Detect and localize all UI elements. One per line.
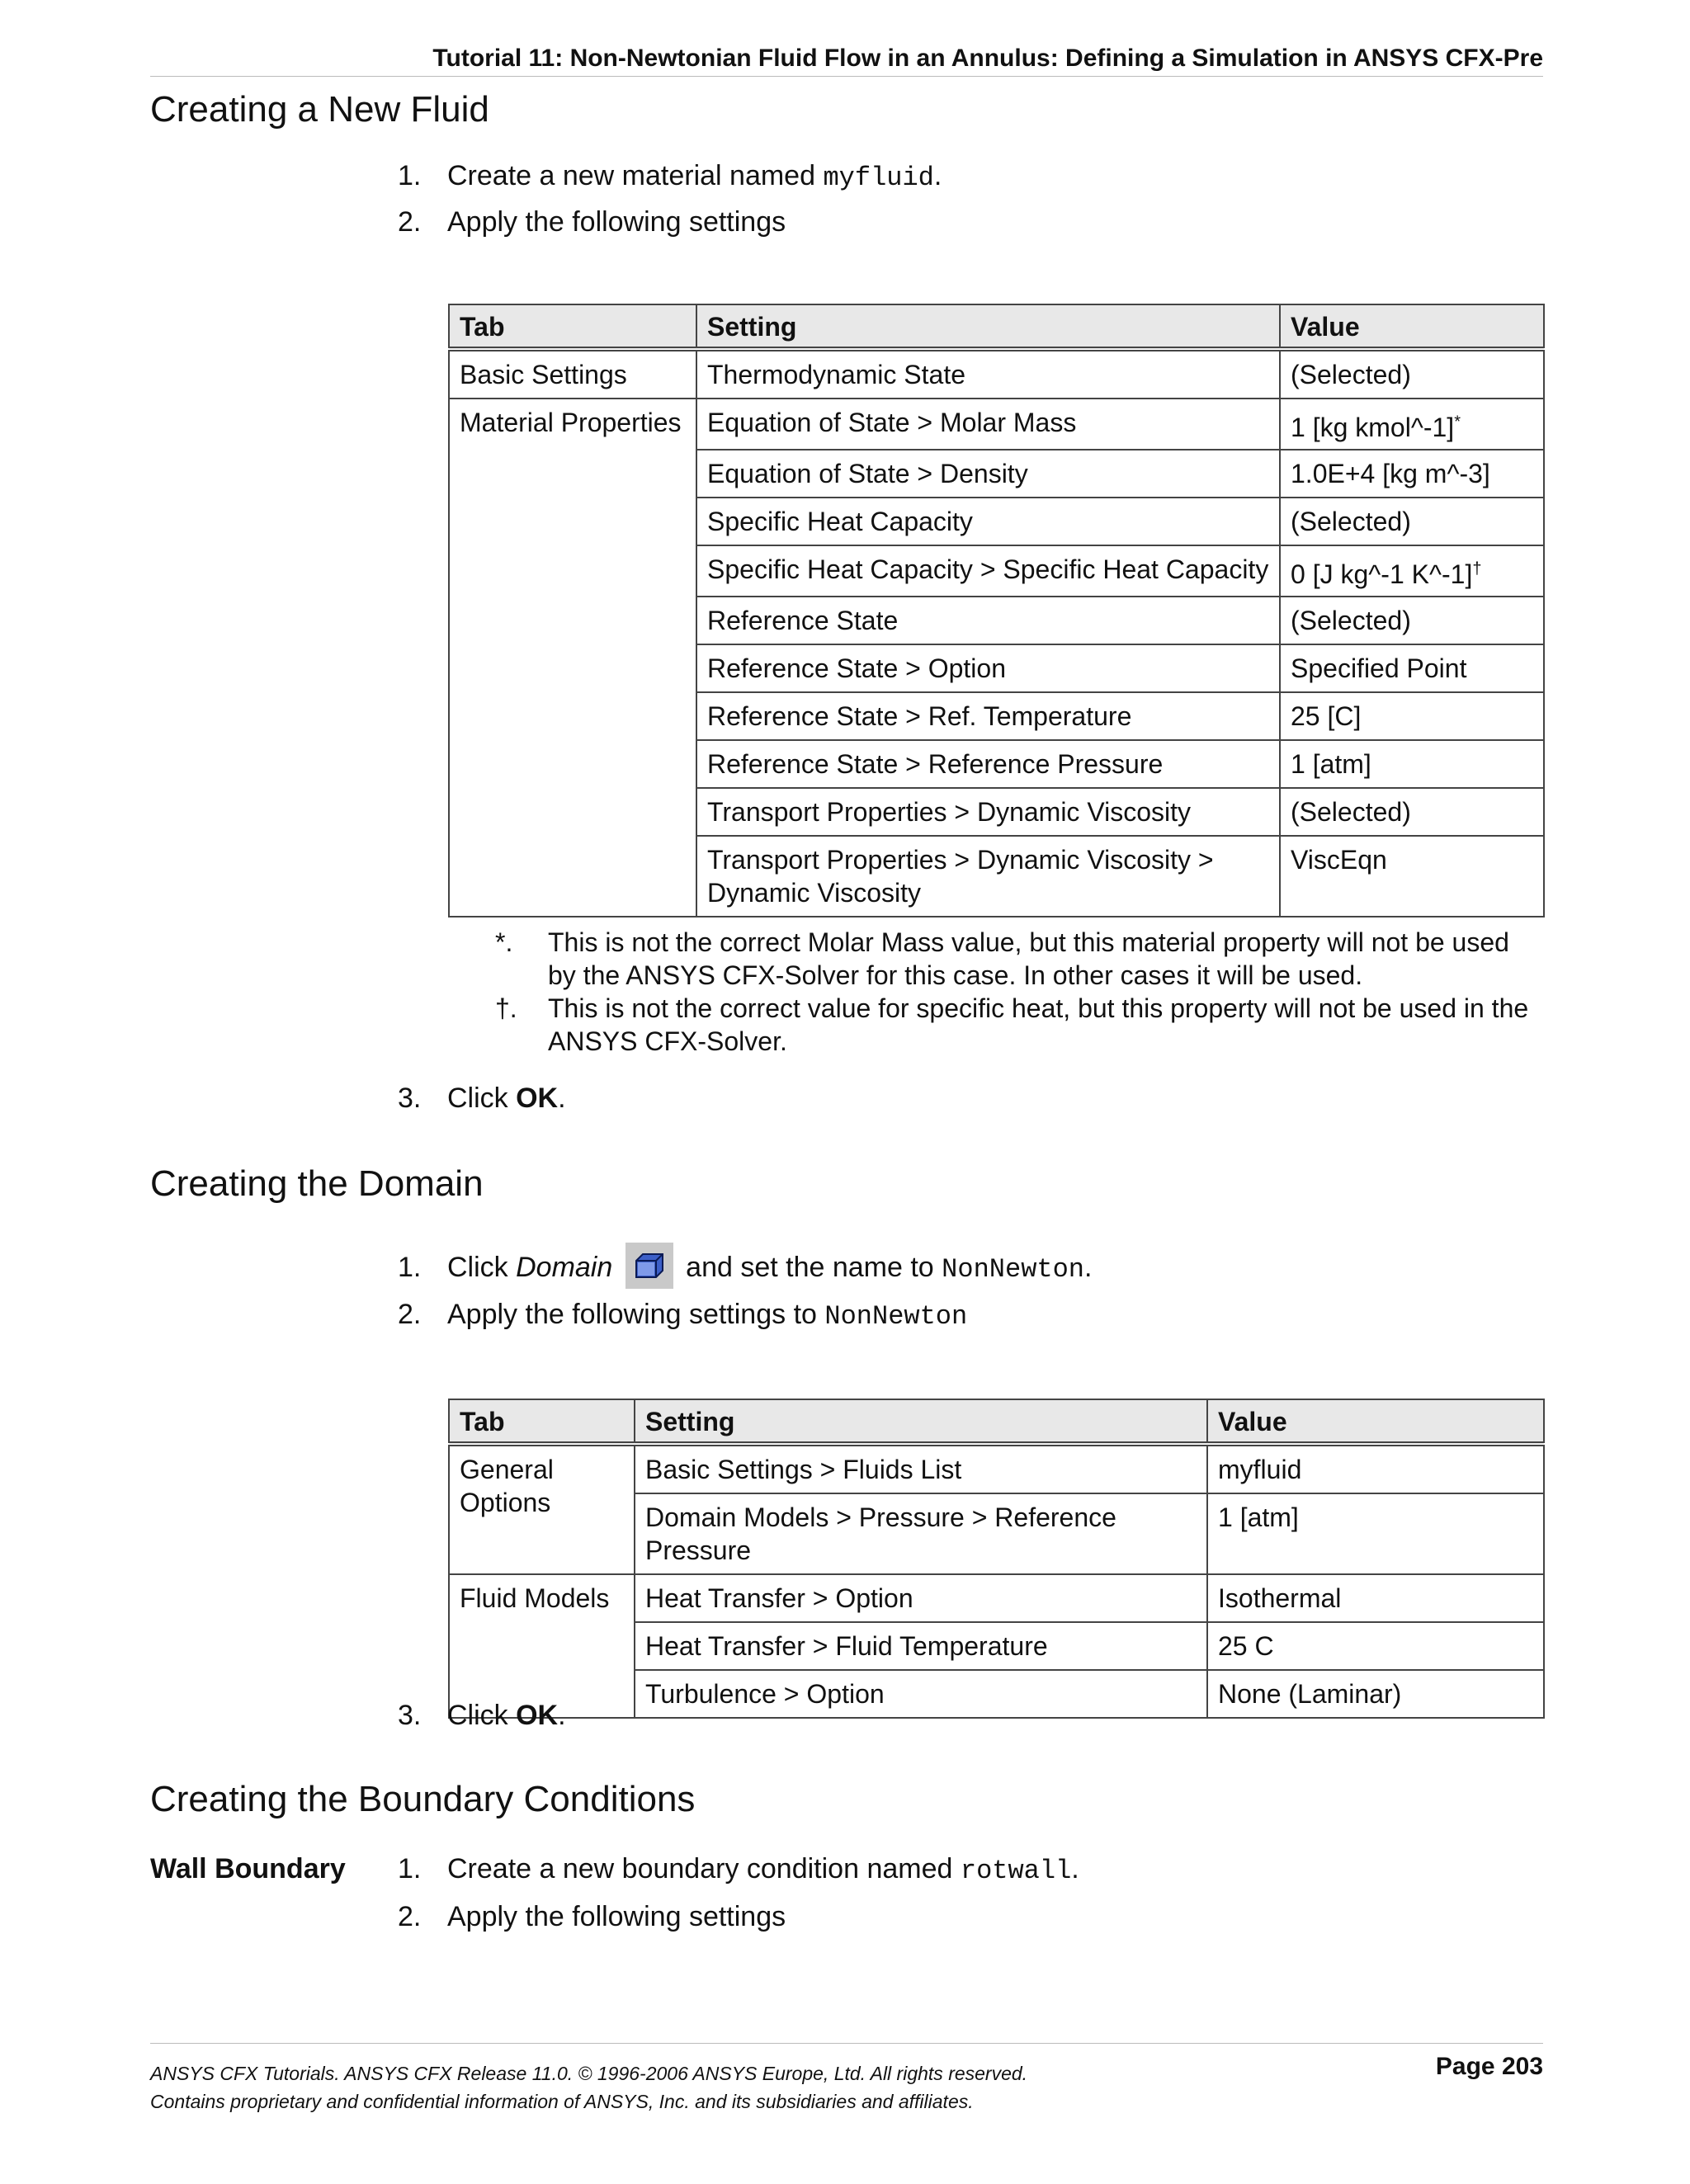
step-suffix: . xyxy=(558,1700,566,1731)
step-number: 3. xyxy=(398,1083,422,1114)
cell-setting: Heat Transfer > Option xyxy=(635,1574,1207,1622)
cell-setting: Specific Heat Capacity > Specific Heat Capacity xyxy=(696,545,1280,597)
footnote-text: This is not the correct value for specific heat, but this property will not be used in the ANSYS CFX-Solver. xyxy=(548,993,1529,1056)
domain-name-code: NonNewton xyxy=(824,1301,968,1332)
domain-name-code: NonNewton xyxy=(942,1253,1084,1285)
cell-value: 25 C xyxy=(1207,1622,1544,1670)
fluid-settings-table xyxy=(448,304,1545,917)
footnote-dagger xyxy=(495,992,1543,1058)
fluid-step-2 xyxy=(398,206,786,238)
step-suffix: . xyxy=(1084,1251,1093,1283)
boundary-step-2 xyxy=(398,1901,786,1933)
step-text: Click xyxy=(447,1251,517,1283)
cell-setting: Turbulence > Option xyxy=(635,1670,1207,1718)
footnote-mark: †. xyxy=(495,993,517,1023)
cell-setting: Transport Properties > Dynamic Viscosity > Dynamic Viscosity xyxy=(696,836,1280,917)
domain-label: Domain xyxy=(516,1251,613,1283)
cell-setting: Heat Transfer > Fluid Temperature xyxy=(635,1622,1207,1670)
cell-setting: Reference State > Reference Pressure xyxy=(696,740,1280,788)
step-number: 2. xyxy=(398,1901,422,1932)
step-number: 1. xyxy=(398,1251,422,1283)
footer-proprietary: Contains proprietary and confidential information of ANSYS, Inc. and its subsidiaries and affiliates. xyxy=(150,2091,974,2112)
header-setting: Setting xyxy=(696,304,1280,349)
header-rule xyxy=(150,76,1543,77)
cell-value: (Selected) xyxy=(1280,349,1544,399)
boundary-step-1 xyxy=(398,1853,1079,1886)
table-row xyxy=(449,349,1544,399)
domain-step-1 xyxy=(398,1246,1092,1292)
section-title-domain: Creating the Domain xyxy=(150,1163,484,1204)
step-number: 2. xyxy=(398,1299,422,1330)
ok-label: OK xyxy=(516,1700,559,1731)
footnote-asterisk xyxy=(495,926,1543,992)
table-row xyxy=(449,1444,1544,1493)
cell-value: (Selected) xyxy=(1280,498,1544,545)
cell-value: myfluid xyxy=(1207,1444,1544,1493)
table-header-row xyxy=(449,304,1544,349)
cell-value: 25 [C] xyxy=(1280,692,1544,740)
header-value: Value xyxy=(1207,1399,1544,1444)
cell-setting: Basic Settings > Fluids List xyxy=(635,1444,1207,1493)
cell-value: 1.0E+4 [kg m^-3] xyxy=(1280,450,1544,498)
step-number: 1. xyxy=(398,160,422,191)
running-header: Tutorial 11: Non-Newtonian Fluid Flow in an Annulus: Defining a Simulation in ANSYS CFX-Pre xyxy=(432,45,1543,72)
cell-tab: General Options xyxy=(449,1444,635,1574)
value-text: 0 [J kg^-1 K^-1] xyxy=(1291,559,1473,589)
step-text: Apply the following settings xyxy=(447,1901,786,1932)
cell-value: ViscEqn xyxy=(1280,836,1544,917)
step-suffix: . xyxy=(558,1083,566,1114)
step-suffix: . xyxy=(1071,1853,1079,1884)
table-row xyxy=(449,399,1544,450)
section-title-new-fluid: Creating a New Fluid xyxy=(150,89,489,130)
cell-setting: Thermodynamic State xyxy=(696,349,1280,399)
boundary-name-code: rotwall xyxy=(960,1856,1072,1886)
table-row xyxy=(449,1574,1544,1622)
cell-setting: Transport Properties > Dynamic Viscosity xyxy=(696,788,1280,836)
cell-value: Specified Point xyxy=(1280,644,1544,692)
step-text: Create a new boundary condition named xyxy=(447,1853,961,1884)
header-tab: Tab xyxy=(449,1399,635,1444)
domain-step-2 xyxy=(398,1299,967,1332)
cell-setting: Reference State > Ref. Temperature xyxy=(696,692,1280,740)
cell-value: None (Laminar) xyxy=(1207,1670,1544,1718)
step-text-after-icon: and set the name to xyxy=(677,1251,942,1283)
table-header-row xyxy=(449,1399,1544,1444)
step-text: Apply the following settings to xyxy=(447,1299,825,1330)
cell-value: 1 [atm] xyxy=(1207,1493,1544,1574)
page-number: Page 203 xyxy=(1435,2053,1543,2080)
cell-tab: Basic Settings xyxy=(449,349,696,399)
cell-tab: Fluid Models xyxy=(449,1574,635,1718)
cell-value xyxy=(1280,399,1544,450)
cell-value: (Selected) xyxy=(1280,597,1544,644)
fluid-step-1 xyxy=(398,160,942,193)
header-tab: Tab xyxy=(449,304,696,349)
footnote-mark: *. xyxy=(495,927,513,957)
footer-rule xyxy=(150,2043,1543,2044)
domain-settings-table xyxy=(448,1399,1545,1719)
footnote-ref-dagger: † xyxy=(1472,559,1482,578)
step-text: Click xyxy=(447,1083,517,1114)
domain-step-3 xyxy=(398,1700,566,1732)
cell-setting: Specific Heat Capacity xyxy=(696,498,1280,545)
step-number: 1. xyxy=(398,1853,422,1884)
cell-value xyxy=(1280,545,1544,597)
domain-box-icon xyxy=(625,1243,673,1289)
cell-setting: Equation of State > Density xyxy=(696,450,1280,498)
header-setting: Setting xyxy=(635,1399,1207,1444)
cell-value: 1 [atm] xyxy=(1280,740,1544,788)
section-title-boundary: Creating the Boundary Conditions xyxy=(150,1779,696,1819)
step-number: 3. xyxy=(398,1700,422,1731)
footer-copyright: ANSYS CFX Tutorials. ANSYS CFX Release 11.0. © 1996-2006 ANSYS Europe, Ltd. All rights reserved. xyxy=(150,2063,1028,2084)
footnote-text: This is not the correct Molar Mass value, but this material property will not be used by the ANSYS CFX-Solver for this case. In other cases it will be used. xyxy=(548,927,1509,990)
fluid-step-3 xyxy=(398,1083,566,1115)
header-value: Value xyxy=(1280,304,1544,349)
material-name-code: myfluid xyxy=(823,163,934,193)
cell-setting: Reference State > Option xyxy=(696,644,1280,692)
step-text: Create a new material named xyxy=(447,160,824,191)
footnote-ref-asterisk: * xyxy=(1454,413,1461,432)
cell-value: (Selected) xyxy=(1280,788,1544,836)
cell-value: Isothermal xyxy=(1207,1574,1544,1622)
side-label-wall-boundary: Wall Boundary xyxy=(150,1853,346,1884)
ok-label: OK xyxy=(516,1083,559,1114)
step-number: 2. xyxy=(398,206,422,238)
step-text: Apply the following settings xyxy=(447,206,786,238)
step-text: Click xyxy=(447,1700,517,1731)
cell-setting: Equation of State > Molar Mass xyxy=(696,399,1280,450)
cell-tab: Material Properties xyxy=(449,399,696,917)
value-text: 1 [kg kmol^-1] xyxy=(1291,413,1455,442)
cell-setting: Domain Models > Pressure > Reference Pressure xyxy=(635,1493,1207,1574)
step-suffix: . xyxy=(933,160,942,191)
cell-setting: Reference State xyxy=(696,597,1280,644)
